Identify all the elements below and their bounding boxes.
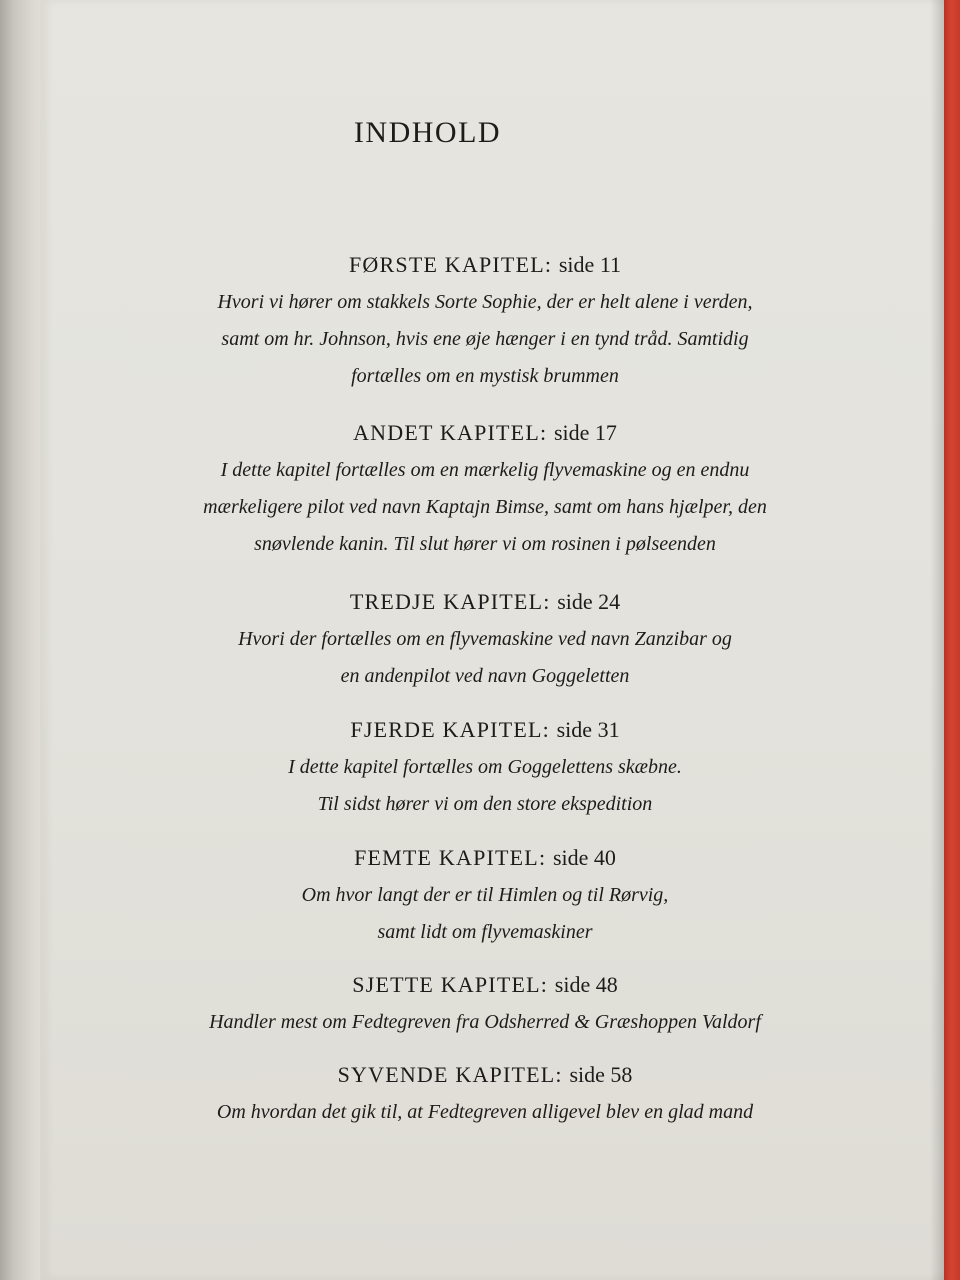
chapter-page-ref: side 31 [556,717,620,742]
description-line: Om hvor langt der er til Himlen og til Rørvig, [301,884,669,906]
chapter-entry-1 [25,250,945,395]
description-line: Om hvordan det gik til, at Fedtegreven alligevel blev en glad mand [216,1101,754,1123]
description-line: Hvori der fortælles om en flyvemaskine ved navn Zanzibar og [238,628,732,650]
chapter-heading [25,1060,945,1090]
chapter-name: FJERDE KAPITEL: [350,717,550,742]
chapter-description [25,749,945,823]
chapter-page-ref: side 58 [569,1062,633,1087]
chapter-entry-6 [25,970,945,1041]
chapter-heading [25,715,945,745]
chapter-heading [25,587,945,617]
chapter-heading [25,970,945,1000]
chapter-page-ref: side 17 [553,420,617,445]
description-line: I dette kapitel fortælles om en mærkelig flyvemaskine og en endnu [220,459,750,481]
description-line: Hvori vi hører om stakkels Sorte Sophie, der er helt alene i verden, [217,291,753,313]
chapter-page-ref: side 24 [557,589,621,614]
description-line: en andenpilot ved navn Goggeletten [340,665,630,687]
chapter-heading [25,250,945,280]
chapter-page-ref: side 11 [558,252,621,277]
red-book-cover-edge [944,0,960,1280]
chapter-description [25,284,945,395]
chapter-name: FEMTE KAPITEL: [354,845,547,870]
page-title: INDHOLD [353,116,502,149]
chapter-name: SYVENDE KAPITEL: [337,1062,563,1087]
description-line: Handler mest om Fedtegreven fra Odsherred & Græshoppen Valdorf [209,1011,761,1033]
description-line: Til sidst hører vi om den store ekspedition [317,793,653,815]
chapter-page-ref: side 48 [554,972,618,997]
chapter-description [25,1004,945,1041]
chapter-entry-7 [25,1060,945,1131]
chapter-name: SJETTE KAPITEL: [352,972,549,997]
chapter-name: ANDET KAPITEL: [353,420,548,445]
chapter-entry-3 [25,587,945,695]
description-line: mærkeligere pilot ved navn Kaptajn Bimse, samt om hans hjælper, den [203,496,767,518]
table-of-contents [40,0,945,1280]
description-line: snøvlende kanin. Til slut hører vi om rosinen i pølseenden [254,533,716,555]
chapter-name: TREDJE KAPITEL: [349,589,551,614]
description-line: fortælles om en mystisk brummen [351,365,619,387]
description-line: samt lidt om flyvemaskiner [377,921,593,943]
chapter-entry-4 [25,715,945,823]
chapter-heading [25,418,945,448]
description-line: samt om hr. Johnson, hvis ene øje hænger i en tynd tråd. Samtidig [221,328,749,350]
description-line: I dette kapitel fortælles om Goggelettens skæbne. [288,756,682,778]
chapter-name: FØRSTE KAPITEL: [348,252,553,277]
chapter-description [25,1094,945,1131]
chapter-page-ref: side 40 [552,845,616,870]
chapter-description [25,621,945,695]
chapter-entry-2 [25,418,945,563]
chapter-heading [25,843,945,873]
chapter-description [25,877,945,951]
chapter-entry-5 [25,843,945,951]
chapter-description [25,452,945,563]
